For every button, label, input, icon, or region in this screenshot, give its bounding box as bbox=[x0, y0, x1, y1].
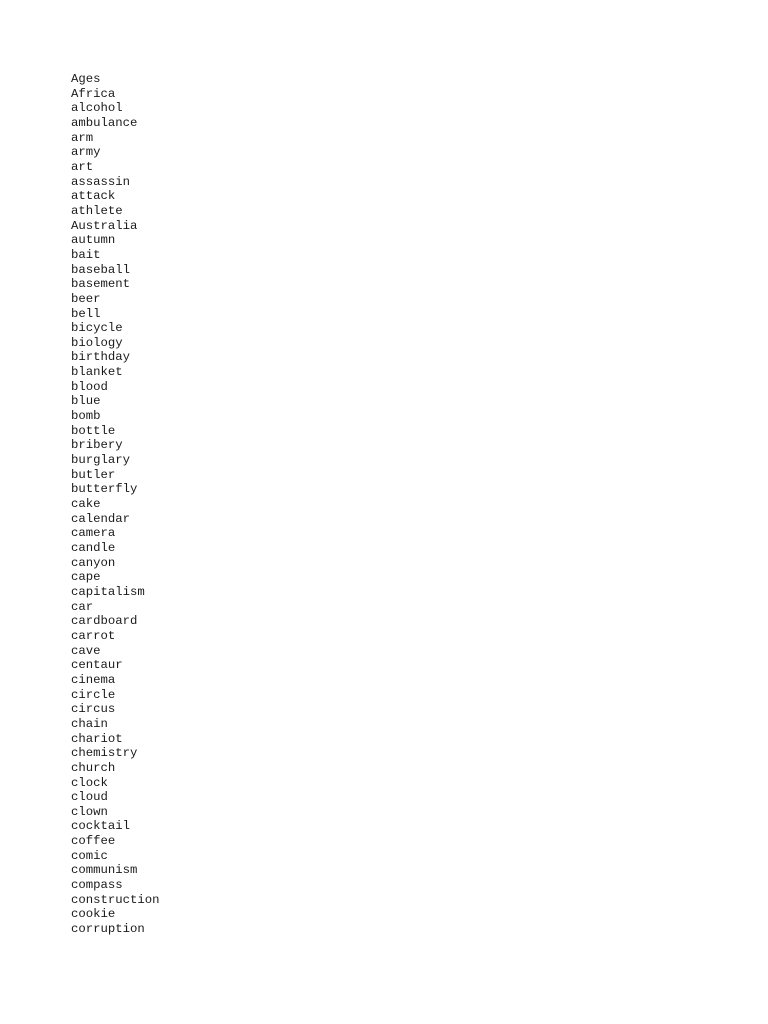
word-list-item: baseball bbox=[71, 262, 131, 277]
word-list-item: Africa bbox=[71, 86, 116, 101]
word-list-item: circus bbox=[71, 702, 116, 717]
word-list-item: compass bbox=[71, 878, 123, 893]
word-list-item: chariot bbox=[71, 731, 123, 746]
word-list-item: centaur bbox=[71, 658, 123, 673]
word-list-item: candle bbox=[71, 541, 116, 555]
word-list-item: art bbox=[71, 159, 94, 174]
word-list-item: assassin bbox=[71, 174, 131, 189]
word-list-item: chemistry bbox=[71, 746, 138, 761]
word-list-item: comic bbox=[71, 848, 108, 863]
word-list-item: communism bbox=[71, 863, 138, 878]
word-list-item: attack bbox=[71, 189, 116, 204]
word-list-item: beer bbox=[71, 291, 101, 306]
word-list-item: cardboard bbox=[71, 614, 138, 629]
word-list-item: carrot bbox=[71, 628, 116, 643]
word-list-item: bell bbox=[71, 306, 101, 321]
word-list-item: cookie bbox=[71, 907, 116, 922]
word-list-item: capitalism bbox=[71, 584, 145, 599]
word-list-item: bottle bbox=[71, 423, 116, 438]
word-list-item: butler bbox=[71, 467, 116, 482]
word-list-item: calendar bbox=[71, 511, 131, 526]
word-list-item: cocktail bbox=[71, 819, 131, 834]
word-list-item: clown bbox=[71, 804, 108, 819]
word-list-item: butterfly bbox=[71, 482, 138, 497]
word-list-item: cake bbox=[71, 497, 101, 512]
word-list-item: athlete bbox=[71, 203, 123, 218]
word-list-item: ambulance bbox=[71, 115, 138, 130]
word-list-item: autumn bbox=[71, 233, 116, 248]
word-list-item: circle bbox=[71, 687, 116, 702]
word-list-item: camera bbox=[71, 526, 116, 541]
word-list-item: birthday bbox=[71, 350, 131, 365]
word-list-item: bicycle bbox=[71, 321, 123, 336]
word-list-item: army bbox=[71, 145, 101, 160]
word-list-item: cave bbox=[71, 643, 101, 658]
word-list-item: chain bbox=[71, 716, 108, 731]
word-list-item: bribery bbox=[71, 438, 123, 453]
word-list-item: alcohol bbox=[71, 101, 123, 116]
word-list-item: bomb bbox=[71, 409, 101, 424]
word-list-item: clock bbox=[71, 775, 108, 790]
word-list-item: blanket bbox=[71, 365, 123, 380]
word-list-item: blood bbox=[71, 379, 108, 394]
word-list-item: Ages bbox=[71, 72, 101, 86]
word-list-item: bait bbox=[71, 247, 101, 262]
word-list-item: cinema bbox=[71, 672, 116, 687]
word-list-item: biology bbox=[71, 335, 123, 350]
word-list-item: canyon bbox=[71, 555, 116, 570]
word-list-item: coffee bbox=[71, 834, 116, 849]
word-list bbox=[71, 72, 160, 937]
word-list-item: church bbox=[71, 760, 116, 775]
word-list-item: burglary bbox=[71, 453, 131, 468]
word-list-item: cloud bbox=[71, 790, 108, 805]
word-list-item: cape bbox=[71, 570, 101, 585]
word-list-item: corruption bbox=[71, 922, 145, 937]
word-list-item: blue bbox=[71, 394, 101, 409]
word-list-item: arm bbox=[71, 130, 94, 145]
word-list-item: construction bbox=[71, 892, 160, 907]
word-list-item: car bbox=[71, 599, 94, 614]
word-list-item: basement bbox=[71, 277, 131, 292]
word-list-item: Australia bbox=[71, 218, 138, 233]
